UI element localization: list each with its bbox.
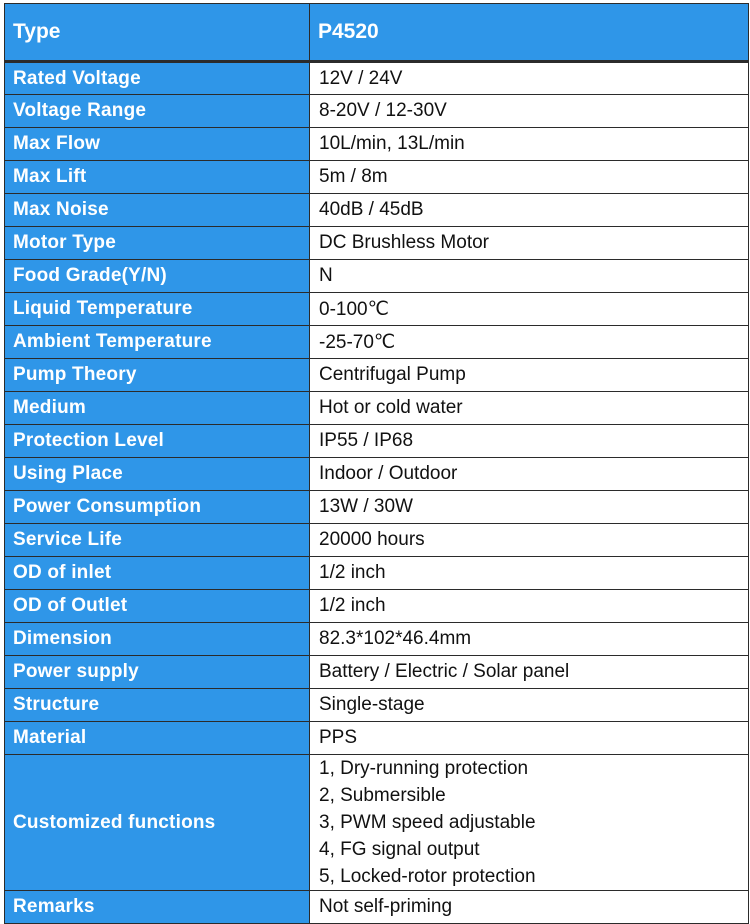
table-row bbox=[5, 722, 749, 755]
row-value: 1/2 inch bbox=[310, 557, 749, 590]
row-label: Material bbox=[5, 722, 310, 755]
row-value: -25-70℃ bbox=[310, 326, 749, 359]
row-label: Structure bbox=[5, 689, 310, 722]
customized-functions-row bbox=[5, 755, 749, 891]
table-row bbox=[5, 425, 749, 458]
row-value: 40dB / 45dB bbox=[310, 194, 749, 227]
table-row bbox=[5, 623, 749, 656]
table-row bbox=[5, 95, 749, 128]
row-label: Max Flow bbox=[5, 128, 310, 161]
table-row bbox=[5, 326, 749, 359]
row-label: Max Noise bbox=[5, 194, 310, 227]
table-row bbox=[5, 491, 749, 524]
customized-functions-list bbox=[310, 755, 749, 891]
table-row bbox=[5, 293, 749, 326]
function-item: 4, FG signal output bbox=[319, 839, 480, 860]
row-value: Battery / Electric / Solar panel bbox=[310, 656, 749, 689]
row-value: 20000 hours bbox=[310, 524, 749, 557]
row-label: Protection Level bbox=[5, 425, 310, 458]
row-value: IP55 / IP68 bbox=[310, 425, 749, 458]
row-label: OD of inlet bbox=[5, 557, 310, 590]
table-row bbox=[5, 227, 749, 260]
row-value: 8-20V / 12-30V bbox=[310, 95, 749, 128]
row-label: Motor Type bbox=[5, 227, 310, 260]
function-item: 3, PWM speed adjustable bbox=[319, 812, 536, 833]
table-row bbox=[5, 260, 749, 293]
table-row bbox=[5, 689, 749, 722]
row-label: Using Place bbox=[5, 458, 310, 491]
row-value: PPS bbox=[310, 722, 749, 755]
function-item: 5, Locked-rotor protection bbox=[319, 866, 536, 887]
table-row bbox=[5, 161, 749, 194]
table-row bbox=[5, 524, 749, 557]
row-value: Single-stage bbox=[310, 689, 749, 722]
row-label: Medium bbox=[5, 392, 310, 425]
table-row bbox=[5, 557, 749, 590]
table-row bbox=[5, 194, 749, 227]
row-label: Dimension bbox=[5, 623, 310, 656]
row-value: 13W / 30W bbox=[310, 491, 749, 524]
row-value: 82.3*102*46.4mm bbox=[310, 623, 749, 656]
function-item: 1, Dry-running protection bbox=[319, 758, 529, 779]
customized-functions-label: Customized functions bbox=[5, 755, 310, 891]
row-label: Rated Voltage bbox=[5, 62, 310, 95]
row-value: DC Brushless Motor bbox=[310, 227, 749, 260]
table-row bbox=[5, 392, 749, 425]
row-value: Indoor / Outdoor bbox=[310, 458, 749, 491]
remarks-label: Remarks bbox=[5, 891, 310, 924]
table-header-row bbox=[5, 4, 749, 62]
row-value: 5m / 8m bbox=[310, 161, 749, 194]
row-value: 10L/min, 13L/min bbox=[310, 128, 749, 161]
header-label: Type bbox=[5, 4, 310, 62]
row-value: 12V / 24V bbox=[310, 62, 749, 95]
row-label: Voltage Range bbox=[5, 95, 310, 128]
row-value: N bbox=[310, 260, 749, 293]
row-label: Power supply bbox=[5, 656, 310, 689]
remarks-value: Not self-priming bbox=[310, 891, 749, 924]
row-label: Max Lift bbox=[5, 161, 310, 194]
spec-table bbox=[4, 3, 749, 924]
table-row bbox=[5, 590, 749, 623]
header-model: P4520 bbox=[310, 4, 749, 62]
table-row bbox=[5, 458, 749, 491]
row-value: Centrifugal Pump bbox=[310, 359, 749, 392]
table-row bbox=[5, 62, 749, 95]
row-value: 1/2 inch bbox=[310, 590, 749, 623]
row-label: Pump Theory bbox=[5, 359, 310, 392]
function-item: 2, Submersible bbox=[319, 785, 446, 806]
remarks-row bbox=[5, 891, 749, 924]
row-label: Power Consumption bbox=[5, 491, 310, 524]
table-row bbox=[5, 656, 749, 689]
row-label: OD of Outlet bbox=[5, 590, 310, 623]
table-row bbox=[5, 128, 749, 161]
table-row bbox=[5, 359, 749, 392]
row-label: Liquid Temperature bbox=[5, 293, 310, 326]
row-value: 0-100℃ bbox=[310, 293, 749, 326]
row-value: Hot or cold water bbox=[310, 392, 749, 425]
row-label: Service Life bbox=[5, 524, 310, 557]
row-label: Ambient Temperature bbox=[5, 326, 310, 359]
row-label: Food Grade(Y/N) bbox=[5, 260, 310, 293]
